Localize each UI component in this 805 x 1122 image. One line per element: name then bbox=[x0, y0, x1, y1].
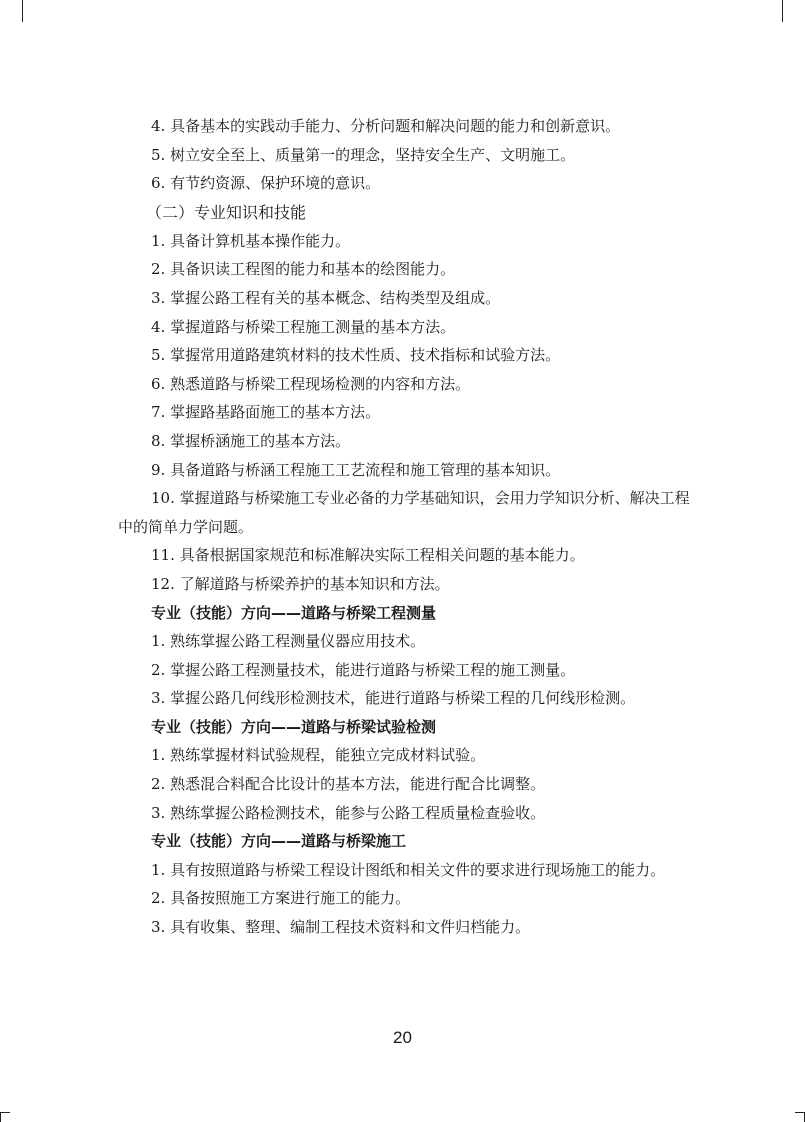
page-number: 20 bbox=[393, 1028, 412, 1047]
subheading-survey: 专业（技能）方向——道路与桥梁工程测量 bbox=[151, 603, 437, 622]
list-item: 2. 具备按照施工方案进行施工的能力。 bbox=[151, 889, 411, 908]
list-item: 8. 掌握桥涵施工的基本方法。 bbox=[151, 431, 351, 450]
list-item: 4. 掌握道路与桥梁工程施工测量的基本方法。 bbox=[151, 317, 456, 336]
list-item: 3. 具有收集、整理、编制工程技术资料和文件归档能力。 bbox=[151, 918, 531, 937]
list-item: 12. 了解道路与桥梁养护的基本知识和方法。 bbox=[151, 574, 450, 593]
list-item: 3. 掌握公路几何线形检测技术，能进行道路与桥梁工程的几何线形检测。 bbox=[151, 689, 636, 708]
list-item: 1. 具备计算机基本操作能力。 bbox=[151, 231, 351, 250]
subheading-construction: 专业（技能）方向——道路与桥梁施工 bbox=[151, 832, 407, 851]
crop-mark-bottom-right-h bbox=[795, 1112, 805, 1113]
paragraph: 4. 具备基本的实践动手能力、分析问题和解决问题的能力和创新意识。 bbox=[151, 117, 621, 135]
list-item: 2. 具备识读工程图的能力和基本的绘图能力。 bbox=[151, 260, 456, 279]
list-item: 10. 掌握道路与桥梁施工专业必备的力学基础知识，会用力学知识分析、解决工程中的简单力学问题。 bbox=[118, 489, 690, 536]
list-item: 1. 具有按照道路与桥梁工程设计图纸和相关文件的要求进行现场施工的能力。 bbox=[151, 860, 666, 879]
list-item: 2. 熟悉混合料配合比设计的基本方法，能进行配合比调整。 bbox=[151, 775, 546, 794]
list-item: 5. 掌握常用道路建筑材料的技术性质、技术指标和试验方法。 bbox=[151, 346, 561, 365]
crop-mark-top-right-v bbox=[782, 0, 783, 22]
crop-mark-top-left-v bbox=[22, 0, 23, 22]
list-item: 2. 掌握公路工程测量技术，能进行道路与桥梁工程的施工测量。 bbox=[151, 660, 576, 679]
list-item: 7. 掌握路基路面施工的基本方法。 bbox=[151, 403, 381, 422]
paragraph: 5. 树立安全至上、质量第一的理念，坚持安全生产、文明施工。 bbox=[151, 145, 576, 164]
list-item: 9. 具备道路与桥涵工程施工工艺流程和施工管理的基本知识。 bbox=[151, 460, 561, 479]
section-heading-knowledge-skills: （二）专业知识和技能 bbox=[146, 202, 307, 222]
list-item: 1. 熟练掌握材料试验规程，能独立完成材料试验。 bbox=[151, 746, 486, 765]
list-item: 3. 熟练掌握公路检测技术，能参与公路工程质量检查验收。 bbox=[151, 803, 546, 822]
list-item: 6. 熟悉道路与桥梁工程现场检测的内容和方法。 bbox=[151, 374, 471, 393]
crop-mark-bottom-left-v bbox=[0, 1112, 1, 1122]
list-item: 3. 掌握公路工程有关的基本概念、结构类型及组成。 bbox=[151, 288, 501, 307]
document-body bbox=[118, 112, 690, 942]
list-item: 1. 熟练掌握公路工程测量仪器应用技术。 bbox=[151, 632, 426, 651]
paragraph: 6. 有节约资源、保护环境的意识。 bbox=[151, 174, 381, 193]
subheading-testing: 专业（技能）方向——道路与桥梁试验检测 bbox=[151, 717, 437, 736]
crop-mark-bottom-left-h bbox=[0, 1112, 10, 1113]
list-item: 11. 具备根据国家规范和标准解决实际工程相关问题的基本能力。 bbox=[151, 546, 585, 565]
